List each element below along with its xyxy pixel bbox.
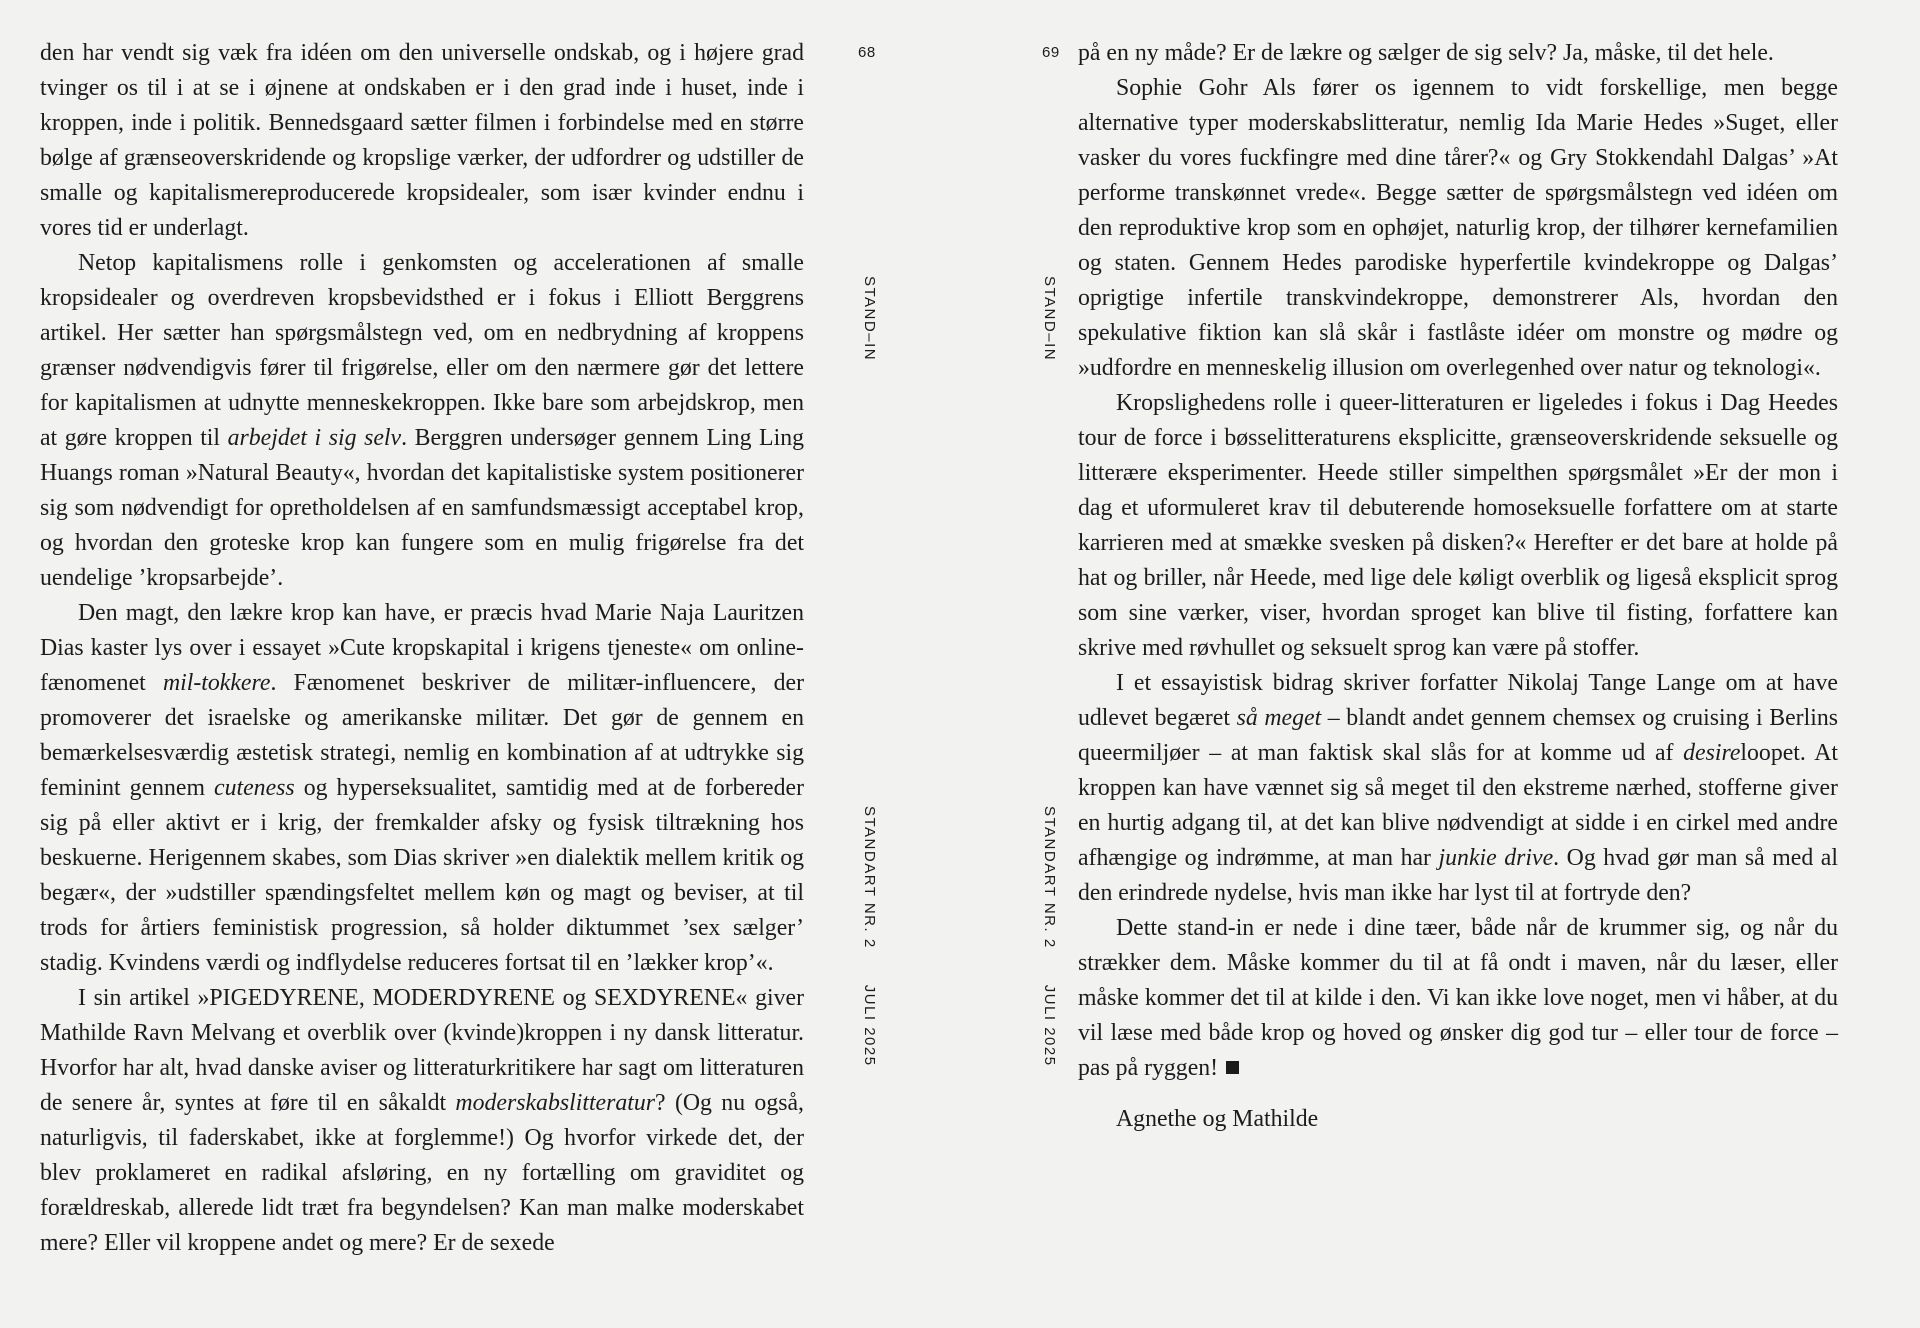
- journal-issue: STANDART NR. 2: [1041, 806, 1058, 949]
- right-page: [960, 0, 1920, 1328]
- signature: Agnethe og Mathilde: [1116, 1106, 1319, 1132]
- journal-running-head: [1041, 806, 1058, 1067]
- right-body-text: [1078, 36, 1838, 1137]
- journal-issue: STANDART NR. 2: [861, 806, 878, 949]
- paragraph: I et essayistisk bidrag skriver forfatter Nikolaj Tange Lange om at have udlevet begæret så meget – blandt andet gennem chemsex og cruising i Berlins queermiljøer – at man faktisk skal slås for at komme ud af desireloopet. At kroppen kan have vænnet sig så meget til den ekstreme nærhed, stofferne giver en hurtig adgang til, at det kan blive nødvendigt at sidde i en cirkel med andre afhængige og indrømme, at man har junkie drive. Og hvad gør man så med al den erindrede nydelse, hvis man ikke har lyst til at fortryde den?: [1078, 670, 1838, 906]
- paragraph: Sophie Gohr Als fører os igennem to vidt forskellige, men begge alternative typer moderskabslitteratur, nemlig Ida Marie Hedes »Suget, eller vasker du vores fuckfingre med dine tårer?« og Gry Stokkendahl Dalgas’ »At performe transkønnet vrede«. Begge sætter de spørgsmålstegn ved idéen om den reproduktive krop som en ophøjet, naturlig krop, der tilhører kernefamilien og staten. Gennem Hedes parodiske hyperfertile kvindekroppe og Dalgas’ oprigtige infertile transkvindekroppe, demonstrerer Als, hvordan den spekulative fiktion kan slå skår i fastlåste idéer om monstre og mødre og »udfordre en menneskelig illusion om overlegenhed over natur og teknologi«.: [1078, 75, 1838, 381]
- left-body-text: [40, 36, 804, 1261]
- paragraph: på en ny måde? Er de lækre og sælger de sig selv? Ja, måske, til det hele.: [1078, 40, 1774, 66]
- page-number: 69: [1042, 44, 1060, 61]
- paragraph: Kropslighedens rolle i queer-litteraturen er ligeledes i fokus i Dag Heedes tour de force i bøsselitteraturens eksplicitte, grænseoverskridende seksuelle og litterære eksperimenter. Heede stiller simpelthen spørgsmålet »Er der mon i dag et uformuleret krav til debuterende homoseksuelle forfattere om at starte karrieren med at smække svesken på disken?« Herefter er det bare at holde på hat og briller, når Heede, med lige dele køligt overblik og ligeså eksplicit sprog som sine værker, viser, hvordan sproget kan blive til fisting, forfattere kan skrive med røvhullet og seksuelt sprog kan være på stoffer.: [1078, 390, 1838, 661]
- journal-running-head: [861, 806, 878, 1067]
- journal-date: JULI 2025: [861, 984, 878, 1067]
- paragraph: Netop kapitalismens rolle i genkomsten og accelerationen af smalle kropsidealer og overdreven kropsbevidsthed er i fokus i Elliott Berggrens artikel. Her sætter han spørgsmålstegn ved, om en nedbrydning af kroppens grænser nødvendigvis fører til frigørelse, eller om den nærmere gør det lettere for kapitalismen at udnytte menneskekroppen. Ikke bare som arbejdskrop, men at gøre kroppen til arbejdet i sig selv. Berggren undersøger gennem Ling Ling Huangs roman »Natural Beauty«, hvordan det kapitalistiske system positionerer sig som nødvendigt for opretholdelsen af en samfundsmæssigt acceptabel krop, og hvordan den groteske krop kan fungere som en mulig frigørelse fra det uendelige ’kropsarbejde’.: [40, 250, 804, 591]
- page-number: 68: [858, 44, 876, 61]
- paragraph: den har vendt sig væk fra idéen om den universelle ondskab, og i højere grad tvinger os til i at se i øjnene at ondskaben er i den grad inde i huset, inde i kroppen, inde i politik. Bennedsgaard sætter filmen i forbindelse med en større bølge af grænseoverskridende og kropslige værker, der udfordrer og udstiller de smalle og kapitalismereproducerede kropsidealer, som især kvinder endnu i vores tid er underlagt.: [40, 40, 804, 241]
- paragraph: I sin artikel »PIGEDYRENE, MODERDYRENE og SEXDYRENE« giver Mathilde Ravn Melvang et overblik over (kvinde)kroppen i ny dansk litteratur. Hvorfor har alt, hvad danske aviser og litteraturkritikere har sagt om litteraturen de senere år, syntes at føre til en såkaldt moderskabslitteratur? (Og nu også, naturligvis, til faderskabet, ikke at forglemme!) Og hvorfor virkede det, der blev proklameret en radikal afsløring, en ny fortælling om graviditet og forældreskab, allerede lidt træt fra begyndelsen? Kan man malke moderskabet mere? Eller vil kroppene andet og mere? Er de sexede: [40, 985, 804, 1256]
- section-label: STAND–IN: [861, 276, 878, 362]
- paragraph: Dette stand-in er nede i dine tæer, både når de krummer sig, og når du strækker dem. Måske kommer du til at få ondt i maven, når du læser, eller måske kommer det til at kilde i den. Vi kan ikke love noget, men vi håber, at du vil læse med både krop og hoved og ønsker dig god tur – eller tour de force – pas på ryggen!: [1078, 915, 1838, 1081]
- paragraph: Den magt, den lækre krop kan have, er præcis hvad Marie Naja Lauritzen Dias kaster lys over i essayet »Cute kropskapital i krigens tjeneste« om online-fænomenet mil-tokkere. Fænomenet beskriver de militær-influencere, der promoverer det israelske og amerikanske militær. Det gør de gennem en bemærkelsesværdig æstetisk strategi, nemlig en kombination af at udtrykke sig feminint gennem cuteness og hyperseksualitet, samtidig med at de forbereder sig på eller aktivt er i krig, der fremkalder afsky og fysisk tiltrækning hos beskuerne. Herigennem skabes, som Dias skriver »en dialektik mellem kritik og begær«, der »udstiller spændingsfeltet mellem køn og magt og beviser, at til trods for årtiers feministisk progression, så holder diktummet ’sex sælger’ stadig. Kvindens værdi og indflydelse reduceres fortsat til en ’lækker krop’«.: [40, 600, 804, 976]
- journal-date: JULI 2025: [1041, 984, 1058, 1067]
- end-mark-icon: [1226, 1061, 1239, 1074]
- section-label: STAND–IN: [1041, 276, 1058, 362]
